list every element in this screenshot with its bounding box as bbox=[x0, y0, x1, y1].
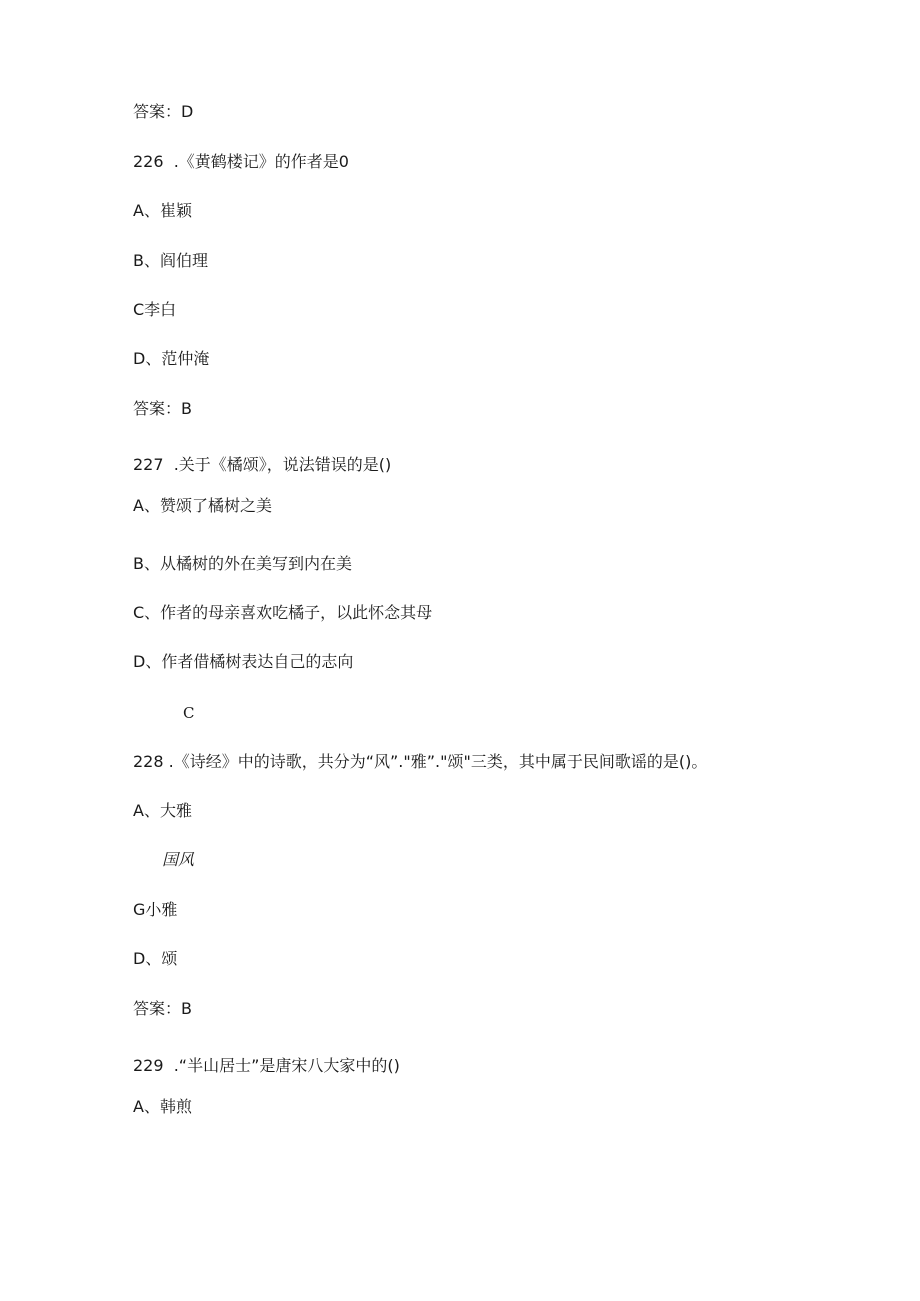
option-226-c: C李白 bbox=[133, 300, 177, 319]
answer-228: 答案：B bbox=[133, 999, 192, 1018]
option-228-d: D、颂 bbox=[133, 949, 178, 968]
answer-225: 答案：D bbox=[133, 102, 194, 121]
option-229-a: A、韩煎 bbox=[133, 1097, 192, 1116]
option-227-d: D、作者借橘树表达自己的志向 bbox=[133, 652, 354, 671]
option-227-c: C、作者的母亲喜欢吃橘子，以此怀念其母 bbox=[133, 603, 433, 622]
option-226-d: D、范仲淹 bbox=[133, 349, 210, 368]
answer-226: 答案：B bbox=[133, 399, 192, 418]
option-228-c: G小雅 bbox=[133, 900, 178, 919]
option-228-b: 国风 bbox=[162, 850, 195, 869]
option-226-b: B、阎伯理 bbox=[133, 251, 208, 270]
option-228-a: A、大雅 bbox=[133, 801, 192, 820]
answer-227: C bbox=[183, 704, 195, 722]
option-226-a: A、崔颖 bbox=[133, 201, 192, 220]
option-227-b: B、从橘树的外在美写到内在美 bbox=[133, 554, 352, 573]
question-229: 229 .“半山居士”是唐宋八大家中的() bbox=[133, 1056, 400, 1075]
question-228: 228 .《诗经》中的诗歌，共分为“风”."雅”."颂"三类，其中属于民间歌谣的是()。 bbox=[133, 752, 708, 771]
question-226: 226 .《黄鹤楼记》的作者是0 bbox=[133, 152, 349, 171]
question-227: 227 .关于《橘颂》，说法错误的是() bbox=[133, 455, 392, 474]
option-227-a: A、赞颂了橘树之美 bbox=[133, 496, 272, 515]
